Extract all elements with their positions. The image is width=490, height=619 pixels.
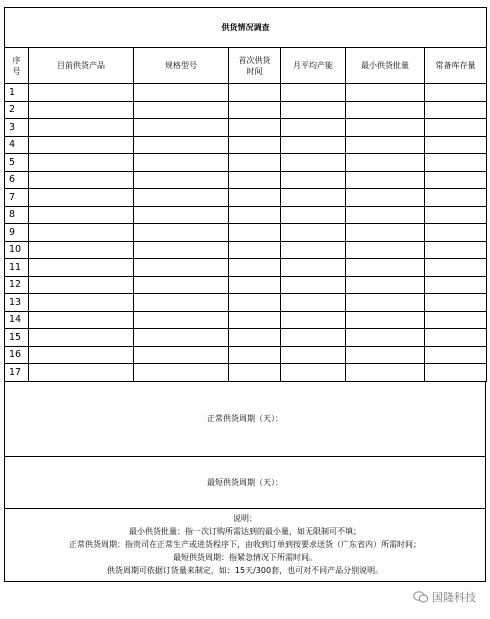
table-cell[interactable] xyxy=(29,224,134,242)
table-cell[interactable] xyxy=(229,276,281,294)
table-row xyxy=(5,119,487,137)
table-row xyxy=(5,101,487,119)
table-cell[interactable] xyxy=(346,224,425,242)
table-cell[interactable] xyxy=(134,171,229,189)
table-cell[interactable] xyxy=(346,329,425,347)
notes-cell xyxy=(5,508,486,581)
table-cell[interactable] xyxy=(346,136,425,154)
table-cell[interactable] xyxy=(425,241,487,259)
table-cell[interactable] xyxy=(281,311,346,329)
table-cell[interactable] xyxy=(229,154,281,172)
table-row xyxy=(5,259,487,277)
row-number: 12 xyxy=(5,276,29,294)
table-cell[interactable] xyxy=(29,171,134,189)
supply-cycle-table xyxy=(4,381,486,582)
table-row xyxy=(5,241,487,259)
table-cell[interactable] xyxy=(229,329,281,347)
table-cell[interactable] xyxy=(229,171,281,189)
table-row xyxy=(5,189,487,207)
wechat-icon xyxy=(413,591,429,603)
table-cell[interactable] xyxy=(29,259,134,277)
table-cell[interactable] xyxy=(425,136,487,154)
table-cell[interactable] xyxy=(425,119,487,137)
header-seq: 序 号 xyxy=(5,48,29,84)
table-row xyxy=(5,84,487,102)
header-first-supply: 首次供货 时间 xyxy=(229,48,281,84)
table-cell[interactable] xyxy=(29,276,134,294)
table-cell[interactable] xyxy=(229,241,281,259)
table-row xyxy=(5,171,487,189)
header-product: 目前供货产品 xyxy=(29,48,134,84)
table-row xyxy=(5,329,487,347)
table-cell[interactable] xyxy=(281,206,346,224)
row-number: 13 xyxy=(5,294,29,312)
row-number: 6 xyxy=(5,171,29,189)
note-line: 最短供货周期：指紧急情况下所需时间。 xyxy=(173,553,317,562)
table-cell[interactable] xyxy=(229,84,281,102)
table-cell[interactable] xyxy=(134,364,229,382)
row-number: 2 xyxy=(5,101,29,119)
table-cell[interactable] xyxy=(134,241,229,259)
table-row xyxy=(5,136,487,154)
table-cell[interactable] xyxy=(229,101,281,119)
table-row xyxy=(5,154,487,172)
table-cell[interactable] xyxy=(134,189,229,207)
row-number: 9 xyxy=(5,224,29,242)
table-cell[interactable] xyxy=(346,189,425,207)
header-spec: 规格型号 xyxy=(134,48,229,84)
table-cell[interactable] xyxy=(229,224,281,242)
table-cell[interactable] xyxy=(346,346,425,364)
note-line: 说明： xyxy=(233,514,257,523)
table-cell[interactable] xyxy=(425,101,487,119)
table-cell[interactable] xyxy=(281,329,346,347)
table-cell[interactable] xyxy=(281,84,346,102)
table-cell[interactable] xyxy=(281,154,346,172)
table-cell[interactable] xyxy=(281,346,346,364)
table-cell[interactable] xyxy=(134,329,229,347)
table-cell[interactable] xyxy=(281,241,346,259)
table-row xyxy=(5,276,487,294)
table-cell[interactable] xyxy=(281,171,346,189)
table-cell[interactable] xyxy=(134,84,229,102)
table-cell[interactable] xyxy=(29,136,134,154)
table-cell[interactable] xyxy=(425,364,487,382)
table-row xyxy=(5,294,487,312)
table-row xyxy=(5,206,487,224)
table-cell[interactable] xyxy=(346,171,425,189)
table-cell[interactable] xyxy=(346,241,425,259)
row-number: 1 xyxy=(5,84,29,102)
table-cell[interactable] xyxy=(425,84,487,102)
table-cell[interactable] xyxy=(134,119,229,137)
header-min-batch: 最小供货批量 xyxy=(346,48,425,84)
table-cell[interactable] xyxy=(134,259,229,277)
table-cell[interactable] xyxy=(29,154,134,172)
table-cell[interactable] xyxy=(29,346,134,364)
table-cell[interactable] xyxy=(134,154,229,172)
table-cell[interactable] xyxy=(29,329,134,347)
table-cell[interactable] xyxy=(134,206,229,224)
table-cell[interactable] xyxy=(346,259,425,277)
shortest-cycle-label: 最短供货周期（天）： xyxy=(207,477,283,487)
note-line: 供货周期可依据订货量来制定，如：15天/300套，也可对不同产品分别说明。 xyxy=(106,566,384,575)
table-cell[interactable] xyxy=(29,241,134,259)
table-cell[interactable] xyxy=(29,294,134,312)
table-cell[interactable] xyxy=(425,189,487,207)
header-stock: 常备库存量 xyxy=(425,48,487,84)
watermark xyxy=(413,589,476,605)
table-cell[interactable] xyxy=(29,119,134,137)
note-line: 正常供货周期：指贵司在正常生产或进货程序下，由收到订单到按要求送货（广东省内）所需时间； xyxy=(69,540,421,549)
row-number: 11 xyxy=(5,259,29,277)
table-cell[interactable] xyxy=(346,84,425,102)
table-cell[interactable] xyxy=(29,84,134,102)
table-row xyxy=(5,364,487,382)
table-cell[interactable] xyxy=(229,206,281,224)
table-cell[interactable] xyxy=(134,136,229,154)
row-number: 4 xyxy=(5,136,29,154)
table-cell[interactable] xyxy=(346,206,425,224)
table-cell[interactable] xyxy=(29,189,134,207)
table-cell[interactable] xyxy=(425,259,487,277)
row-number: 3 xyxy=(5,119,29,137)
table-cell[interactable] xyxy=(134,346,229,364)
table-cell[interactable] xyxy=(346,294,425,312)
table-cell[interactable] xyxy=(229,189,281,207)
table-cell[interactable] xyxy=(229,364,281,382)
supply-survey-table xyxy=(4,7,487,382)
table-cell[interactable] xyxy=(134,294,229,312)
table-cell[interactable] xyxy=(346,364,425,382)
normal-cycle-field[interactable] xyxy=(5,381,486,456)
table-cell[interactable] xyxy=(425,276,487,294)
table-cell[interactable] xyxy=(346,154,425,172)
table-row xyxy=(5,311,487,329)
table-cell[interactable] xyxy=(29,206,134,224)
table-cell[interactable] xyxy=(425,311,487,329)
table-cell[interactable] xyxy=(281,294,346,312)
table-cell[interactable] xyxy=(134,311,229,329)
header-monthly-capacity: 月平均产能 xyxy=(281,48,346,84)
row-number: 16 xyxy=(5,346,29,364)
watermark-text: 国隆科技 xyxy=(432,591,476,604)
table-cell[interactable] xyxy=(281,136,346,154)
table-cell[interactable] xyxy=(29,311,134,329)
table-cell[interactable] xyxy=(29,364,134,382)
table-cell[interactable] xyxy=(134,101,229,119)
note-line: 最小供货批量：指一次订购所需达到的最小量，如无限制可不填； xyxy=(129,527,361,536)
shortest-cycle-field[interactable] xyxy=(5,456,486,508)
table-cell[interactable] xyxy=(425,224,487,242)
table-cell[interactable] xyxy=(229,136,281,154)
table-cell[interactable] xyxy=(229,119,281,137)
table-row xyxy=(5,224,487,242)
row-number: 14 xyxy=(5,311,29,329)
table-cell[interactable] xyxy=(281,101,346,119)
table-cell[interactable] xyxy=(346,119,425,137)
header-row xyxy=(5,48,487,84)
table-cell[interactable] xyxy=(229,346,281,364)
row-number: 15 xyxy=(5,329,29,347)
table-cell[interactable] xyxy=(134,276,229,294)
table-cell[interactable] xyxy=(425,346,487,364)
row-number: 7 xyxy=(5,189,29,207)
table-cell[interactable] xyxy=(425,329,487,347)
table-cell[interactable] xyxy=(281,189,346,207)
table-cell[interactable] xyxy=(346,311,425,329)
table-cell[interactable] xyxy=(134,224,229,242)
row-number: 5 xyxy=(5,154,29,172)
table-cell[interactable] xyxy=(281,364,346,382)
table-cell[interactable] xyxy=(229,311,281,329)
table-cell[interactable] xyxy=(29,101,134,119)
table-cell[interactable] xyxy=(346,276,425,294)
table-cell[interactable] xyxy=(281,224,346,242)
table-cell[interactable] xyxy=(229,259,281,277)
table-cell[interactable] xyxy=(425,294,487,312)
table-title: 供货情况调查 xyxy=(5,8,487,48)
table-cell[interactable] xyxy=(425,154,487,172)
supply-survey-sheet xyxy=(4,7,486,582)
table-row xyxy=(5,346,487,364)
table-cell[interactable] xyxy=(346,101,425,119)
table-cell[interactable] xyxy=(425,171,487,189)
row-number: 17 xyxy=(5,364,29,382)
table-cell[interactable] xyxy=(281,276,346,294)
table-cell[interactable] xyxy=(229,294,281,312)
table-cell[interactable] xyxy=(281,259,346,277)
row-number: 10 xyxy=(5,241,29,259)
table-cell[interactable] xyxy=(281,119,346,137)
row-number: 8 xyxy=(5,206,29,224)
normal-cycle-label: 正常供货周期（天）： xyxy=(207,414,283,423)
table-cell[interactable] xyxy=(425,206,487,224)
